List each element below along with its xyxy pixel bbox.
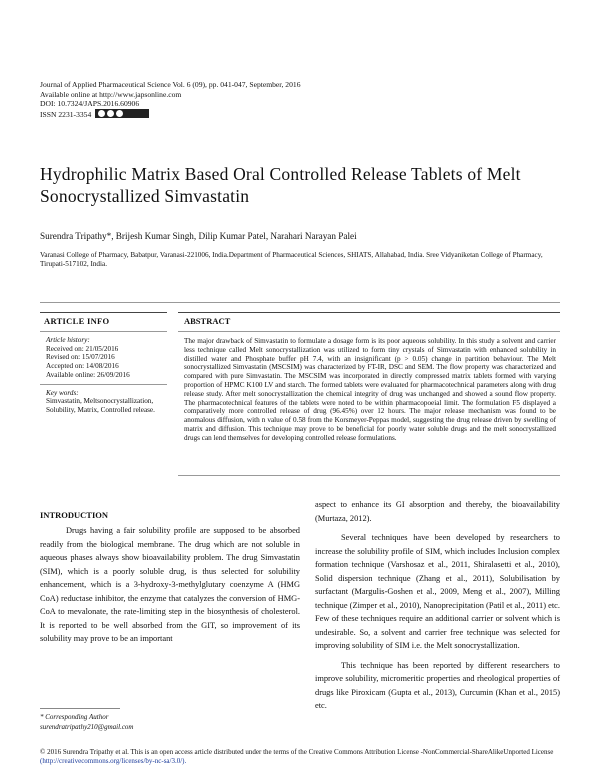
abstract-text: The major drawback of Simvastatin to formulate a dosage form is its poor aqueous solubility. In this study a solvent and carrier less technique called Melt sonocrystallization was utilized to form tiny crystals of Simvastatin with enhanced solubility in distilled water and Phosphate buffer pH 7.4, with an insignificant (p > 0.05) change in partition behaviour. The Melt sonocrystallized Simvastatin (MSCSIM) was characterized by FT-IR, DSC and SEM. The flow property was characterized and compared with pure Simvastatin. The MSCSIM was incorporated in directly compressed matrix tablets formed with varying proportion of HPMC K100 LV and starch. The formed tablets were evaluated for pharmacotechnical parameters along with drug release study. After melt sonocrystallization the chemical integrity of drug was unchanged and showed a sound flow property. The pharmacotechnical features of the tablets were noted to be within pharmacopoeial limit. The formulation F5 displayed a comparatively more controlled release of drug (96.45%) over 12 hours. The major release mechanism was found to be anomalous diffusion, with n value of 0.58 from the Korsmeyer-Peppas model, suggesting the drug release driven by swelling of matrix and diffusion. This technique may prove to be beneficial for poorly water soluble drugs and the melt sonocrystallized drugs can lend themselves for developing controlled release formulations. [184, 337, 556, 442]
received-date: Received on: 21/05/2016 [46, 344, 119, 353]
divider [178, 475, 560, 476]
corresponding-label: * Corresponding Author [40, 713, 109, 721]
journal-header [40, 80, 440, 119]
footnote-rule [40, 708, 120, 709]
history-label: Article history: [46, 336, 90, 344]
article-title [40, 163, 560, 207]
paragraph: This technique has been reported by different researchers to improve solubility, micromeritic properties and rheological properties of drugs like Piroxicam (Gupta et al., 2013), Curcumin (Khan et al., 2015) etc. [315, 660, 560, 710]
article-info-heading: ARTICLE INFO [40, 312, 167, 332]
doi[interactable]: DOI: 10.7324/JAPS.2016.60906 [40, 99, 140, 109]
keywords-section [40, 385, 167, 419]
license-link[interactable]: (http://creativecommons.org/licenses/by-nc-sa/3.0/). [40, 757, 187, 765]
issn-line: ISSN 2231-3354 [40, 109, 440, 120]
corresponding-email[interactable]: surendratripathy210@gmail.com [40, 723, 134, 731]
body-column-left [40, 524, 300, 646]
article-history [40, 332, 167, 384]
online-date: Available online: 26/09/2016 [46, 370, 130, 379]
divider [40, 302, 560, 303]
journal-url[interactable]: Available online at http://www.japsonline.com [40, 89, 182, 99]
paragraph: aspect to enhance its GI absorption and thereby, the bioavailability (Murtaza, 2012). [315, 500, 560, 523]
article-info-panel [40, 312, 167, 419]
copyright-text: © 2016 Surendra Tripathy et al. This is an open access article distributed under the terms of the Creative Commons Attribution License -NonCommercial-ShareAlikeUnported License [40, 748, 554, 756]
author-list: Surendra Tripathy*, Brijesh Kumar Singh, Dilip Kumar Patel, Narahari Narayan Palei [40, 231, 357, 241]
body-column-right [315, 498, 560, 713]
introduction-heading: INTRODUCTION [40, 510, 109, 520]
title-line-2: Sonocrystallized Simvastatin [40, 186, 250, 206]
affiliations: Varanasi College of Pharmacy, Babatpur, Varanasi-221006, India.Department of Pharmaceutical Sciences, SHIATS, Allahabad, India. Sree Vidyaniketan College of Pharmacy, Tirupati-517102, India. [40, 251, 543, 269]
corresponding-author-note [40, 712, 133, 732]
paragraph: Drugs having a fair solubility profile are supposed to be absorbed readily from the biological membrane. The drug which are not soluble in aqueous phases always show bioavailability problem. The drug Simvastatin (SIM), which is a poorly soluble drug, is thus selected for solubility enhancement, which is a 3-hydroxy-3-methylglutary coenzyme A (HMG CoA) reductase inhibitor, the enzyme that catalyzes the conversion of HMG-CoA to mevalonate, the rate-limiting step in the biosynthesis of cholesterol. It is reported to be well absorbed from the GIT, so improvement of its solubility may prove to be an important [40, 526, 300, 643]
paragraph: Several techniques have been developed by researchers to increase the solubility profile of SIM, which includes Inclusion complex formation technique (Varshosaz et al., 2011, Shiralasetti et al., 2010), Solid dispersion technique (Zhang et al., 2011), Solubilisation by surfactant (Margulis-Goshen et al., 2009, Meng et al., 2007), Milling technique (Zimper et al., 2010), Nanoprecipitation (Patil et al., 2011) etc. Few of these techniques require an additional carrier or solvent which is undesirable. So, a solvent and carrier free technique was selected for improving solubility of SIM i.e. the Melt sonocrystallization. [315, 533, 560, 650]
title-line-1: Hydrophilic Matrix Based Oral Controlled Release Tablets of Melt [40, 164, 521, 184]
revised-date: Revised on: 15/07/2016 [46, 353, 115, 362]
cc-license-icon [95, 109, 149, 118]
copyright-notice [40, 748, 560, 766]
accepted-date: Accepted on: 14/08/2016 [46, 362, 119, 371]
abstract-heading: ABSTRACT [178, 312, 560, 332]
abstract-panel [178, 312, 560, 443]
keywords-label: Key words: [46, 388, 79, 397]
keywords-list: Simvastatin, Meltsonocrystallization, Solubility, Matrix, Controlled release. [46, 397, 155, 414]
journal-citation: Journal of Applied Pharmaceutical Science Vol. 6 (09), pp. 041-047, September, 2016 [40, 80, 301, 89]
